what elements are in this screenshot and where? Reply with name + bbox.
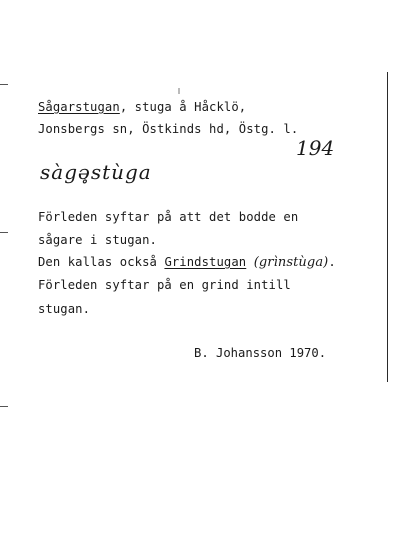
handwritten-number: 194 [296, 136, 335, 160]
handwritten-alt-pronunciation: (grìnstùga) [253, 255, 329, 270]
body-line-2: sågare i stugan. [38, 233, 157, 247]
body-line-4: Förleden syftar på en grind intill [38, 278, 291, 292]
handwritten-pronunciation: sàgə̥stùga [40, 160, 152, 184]
body-line-1: Förleden syftar på att det bodde en [38, 210, 299, 224]
place-description: , stuga å Håcklö, [119, 100, 247, 114]
left-margin-tick [0, 84, 8, 85]
signature: B. Johansson 1970. [194, 346, 327, 360]
header-line-1 [38, 100, 246, 114]
body-line-3 [38, 255, 336, 270]
left-margin-tick [0, 406, 8, 407]
left-margin-tick [0, 232, 8, 233]
body-line-3-start: Den kallas också [38, 255, 165, 269]
header-line-2: Jonsbergs sn, Östkinds hd, Östg. l. [38, 122, 299, 136]
body-line-5: stugan. [38, 302, 91, 316]
spacer [246, 255, 253, 269]
alternative-name: Grindstugan [164, 255, 247, 269]
faint-mark [178, 88, 180, 94]
body-line-3-end: . [328, 255, 336, 269]
place-name: Sågarstugan [38, 100, 120, 114]
card-right-border [387, 72, 388, 382]
